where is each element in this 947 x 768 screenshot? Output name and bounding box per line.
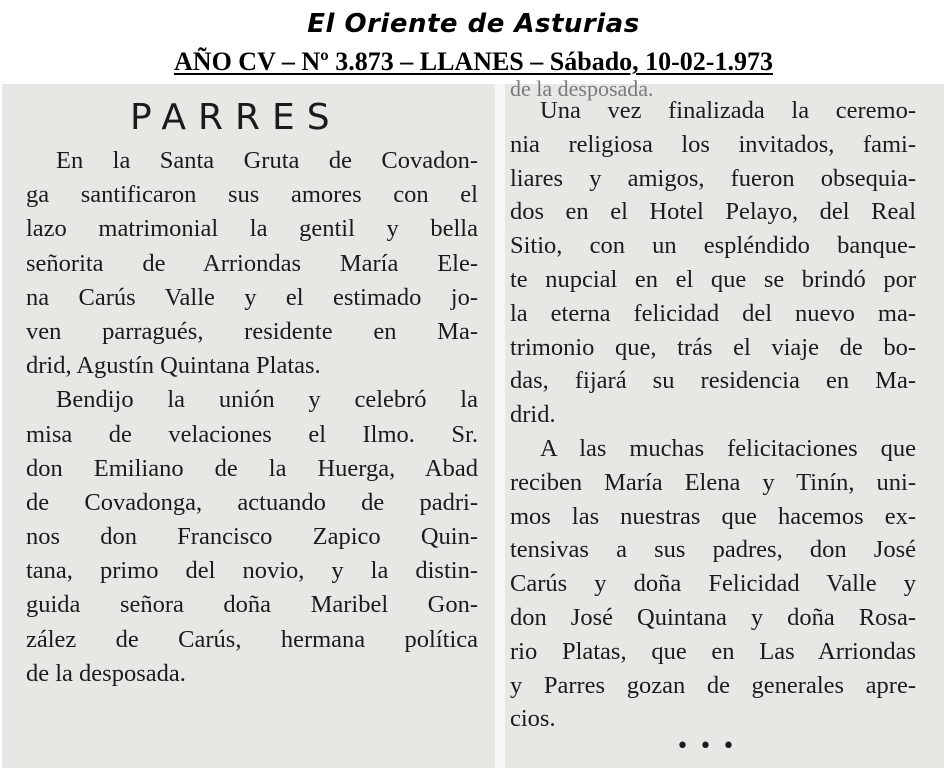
column-gutter — [495, 84, 505, 768]
text-line: drid, Agustín Quintana Platas. — [26, 352, 321, 380]
clipped-top-line: de la desposada. — [510, 76, 654, 101]
text-line: Una vez finalizada la ceremo- — [540, 97, 916, 124]
issue-line-text: AÑO CV – Nº 3.873 – LLANES – Sábado, 10-02-1.973 — [174, 47, 773, 76]
text-line: liares y amigos, fueron obsequia- — [510, 164, 916, 192]
text-line: tensivas a sus padres, don José — [510, 536, 916, 564]
text-line: Carús y doña Felicidad Valle y — [510, 570, 916, 598]
text-line: nos don Francisco Zapico Quin- — [26, 523, 478, 551]
text-line: misa de velaciones el Ilmo. Sr. — [26, 420, 478, 448]
text-line: te nupcial en el que se brindó por — [510, 265, 916, 293]
text-line: la eterna felicidad del nuevo ma- — [510, 299, 916, 327]
text-line: de Covadonga, actuando de padri- — [26, 488, 478, 516]
text-line: drid. — [510, 401, 556, 429]
text-line: zález de Carús, hermana política — [26, 625, 478, 653]
text-line: ga santificaron sus amores con el — [26, 181, 478, 209]
text-line: de la desposada. — [26, 659, 186, 687]
article-left-column — [26, 98, 478, 691]
text-line: trimonio que, trás el viaje de bo- — [510, 333, 916, 361]
article-end-mark: ••• — [676, 734, 745, 759]
text-line: señorita de Arriondas María Ele- — [26, 249, 478, 277]
text-line: rio Platas, que en Las Arriondas — [510, 637, 916, 665]
text-line: dos en el Hotel Pelayo, del Real — [510, 198, 916, 226]
text-line: guida señora doña Maribel Gon- — [26, 591, 478, 619]
text-line: lazo matrimonial la gentil y bella — [26, 215, 478, 243]
text-line: Bendijo la unión y celebró la — [56, 386, 478, 414]
text-line: das, fijará su residencia en Ma- — [510, 367, 916, 395]
text-line: Sitio, con un espléndido banque- — [510, 232, 916, 260]
text-line: don José Quintana y doña Rosa- — [510, 603, 916, 631]
article-heading: PARRES — [130, 97, 342, 138]
text-line: na Carús Valle y el estimado jo- — [26, 283, 478, 311]
text-line: mos las nuestras que hacemos ex- — [510, 502, 916, 530]
text-line: tana, primo del novio, y la distin- — [26, 557, 478, 585]
text-line: ven parragués, residente en Ma- — [26, 317, 478, 345]
text-line: reciben María Elena y Tinín, uni- — [510, 468, 916, 496]
text-line: En la Santa Gruta de Covadon- — [56, 147, 478, 174]
issue-line — [0, 46, 947, 78]
text-line: don Emiliano de la Huerga, Abad — [26, 454, 478, 482]
newspaper-masthead-title: El Oriente de Asturias — [307, 9, 640, 39]
text-line: nia religiosa los invitados, fami- — [510, 130, 916, 158]
article-right-column — [510, 76, 916, 736]
text-line: cios. — [510, 705, 556, 733]
text-line: A las muchas felicitaciones que — [540, 434, 916, 462]
text-line: y Parres gozan de generales apre- — [510, 671, 916, 699]
